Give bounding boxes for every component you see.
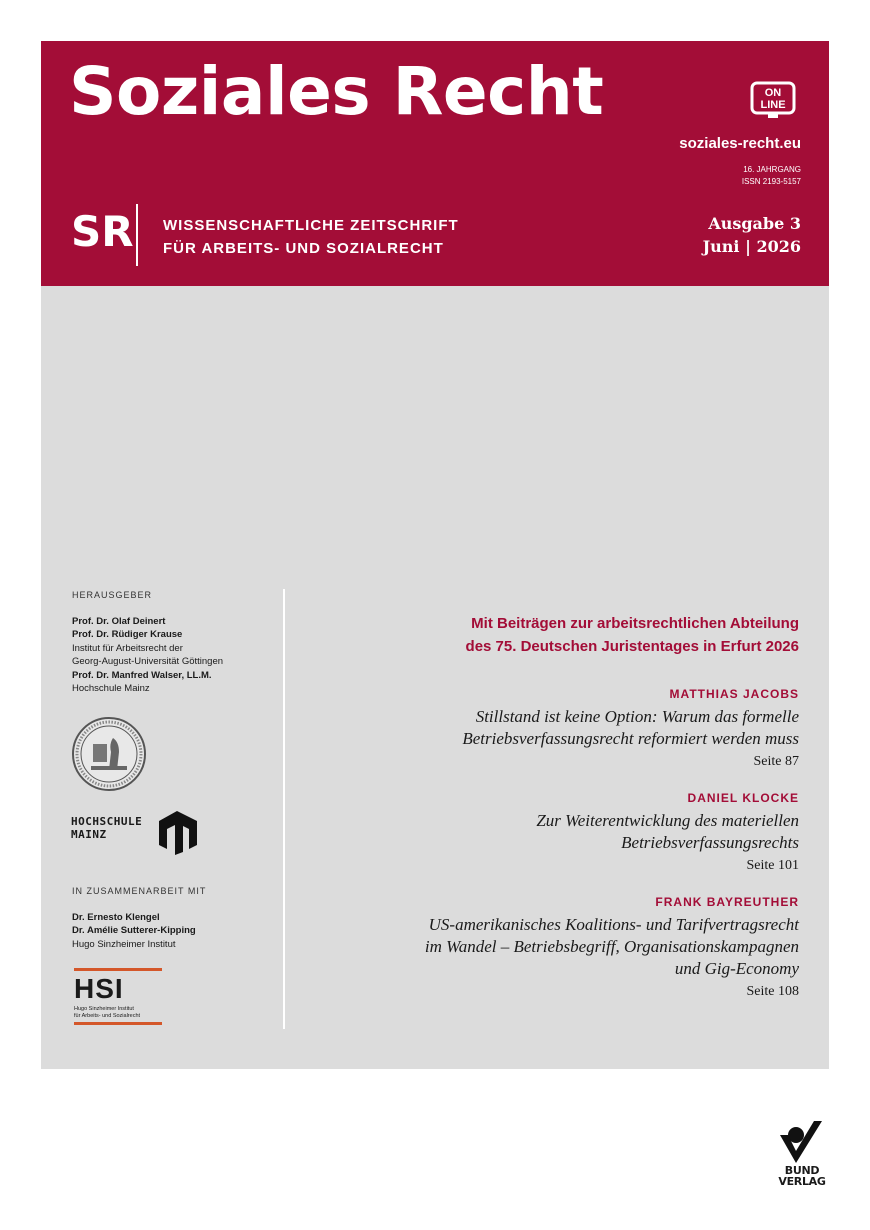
hochschule-mainz-logo — [71, 811, 201, 855]
editor-line: Prof. Dr. Manfred Walser, LL.M. — [72, 669, 212, 681]
article-page: Seite 87 — [753, 754, 799, 769]
hsi-abbr: HSI — [74, 973, 124, 1004]
article-title-line: Betriebsverfassungsrechts — [621, 833, 799, 852]
bund-verlag-mark-icon — [778, 1121, 826, 1165]
publisher-line-2: VERLAG — [778, 1175, 826, 1188]
article-author: DANIEL KLOCKE — [687, 791, 799, 805]
bund-verlag-logo — [778, 1121, 826, 1191]
hochschule-line-1: HOCHSCHULE — [71, 815, 143, 828]
article-title — [279, 810, 799, 854]
online-icon-text-1: ON — [764, 87, 782, 99]
website-url: soziales-recht.eu — [679, 135, 801, 152]
publisher-line-1: BUND — [784, 1164, 820, 1177]
article-author: FRANK BAYREUTHER — [655, 895, 799, 909]
intro-line-1: Mit Beiträgen zur arbeitsrechtlichen Abteilung — [471, 615, 799, 632]
contents-block — [279, 612, 799, 1002]
issue-date: Juni | 2026 — [702, 237, 801, 256]
article-entry[interactable] — [279, 790, 799, 876]
hochschule-line-2: MAINZ — [71, 828, 107, 841]
volume-info — [742, 164, 801, 188]
hsi-bottom-bar — [74, 1022, 162, 1025]
issue-number: Ausgabe 3 — [708, 214, 801, 233]
article-title — [279, 914, 799, 980]
hsi-name-line-1: Hugo Sinzheimer Institut — [74, 1006, 134, 1012]
editors-block — [72, 589, 277, 696]
article-title-line: und Gig-Economy — [674, 959, 799, 978]
article-title — [279, 706, 799, 750]
journal-subtitle — [163, 214, 459, 260]
editor-line: Hochschule Mainz — [72, 683, 150, 694]
editor-line: Prof. Dr. Rüdiger Krause — [72, 629, 183, 640]
article-page: Seite 108 — [746, 984, 799, 999]
hochschule-mark-icon — [159, 811, 197, 855]
article-entry[interactable] — [279, 894, 799, 1002]
logo-divider — [136, 204, 138, 266]
intro-text — [279, 612, 799, 658]
journal-title: Soziales Recht — [69, 53, 604, 130]
subtitle-line-2: FÜR ARBEITS- UND SOZIALRECHT — [163, 240, 444, 257]
collaborator-line: Dr. Ernesto Klengel — [72, 911, 160, 923]
cover-header — [41, 41, 829, 286]
article-page: Seite 101 — [746, 858, 799, 873]
online-monitor-icon — [750, 81, 796, 121]
subtitle-line-1: WISSENSCHAFTLICHE ZEITSCHRIFT — [163, 217, 459, 234]
editor-line: Georg-August-Universität Göttingen — [72, 656, 224, 667]
article-entry[interactable] — [279, 686, 799, 772]
logo-abbr: SR — [71, 207, 134, 256]
hsi-name-line-2: für Arbeits- und Sozialrecht — [74, 1013, 141, 1019]
issue-info — [703, 212, 801, 258]
article-title-line: Betriebsverfassungsrecht reformiert werden muss — [462, 729, 799, 748]
collaboration-label: IN ZUSAMMENARBEIT MIT — [72, 886, 207, 896]
journal-cover — [41, 41, 829, 1069]
hsi-top-bar — [74, 968, 162, 971]
university-seal-icon — [71, 716, 147, 792]
issn: ISSN 2193-5157 — [741, 177, 801, 186]
article-author: MATTHIAS JACOBS — [669, 687, 799, 701]
editors-label: HERAUSGEBER — [72, 590, 153, 600]
article-title-line: US-amerikanisches Koalitions- und Tarifvertragsrecht — [428, 915, 799, 934]
article-title-line: Zur Weiterentwicklung des materiellen — [536, 811, 799, 830]
volume-year: 16. JAHRGANG — [743, 165, 801, 174]
online-icon-text-2: LINE — [760, 99, 786, 111]
editor-line: Institut für Arbeitsrecht der — [72, 642, 183, 654]
intro-line-2: des 75. Deutschen Juristentages in Erfurt 2026 — [465, 638, 799, 655]
editor-line: Prof. Dr. Olaf Deinert — [72, 615, 166, 627]
article-title-line: im Wandel – Betriebsbegriff, Organisationskampagnen — [424, 937, 799, 956]
collaboration-block — [72, 885, 277, 951]
collaborator-line: Hugo Sinzheimer Institut — [72, 938, 176, 950]
collaborator-line: Dr. Amélie Sutterer-Kipping — [72, 925, 196, 936]
article-title-line: Stillstand ist keine Option: Warum das formelle — [475, 707, 799, 726]
hsi-logo — [74, 968, 162, 1032]
